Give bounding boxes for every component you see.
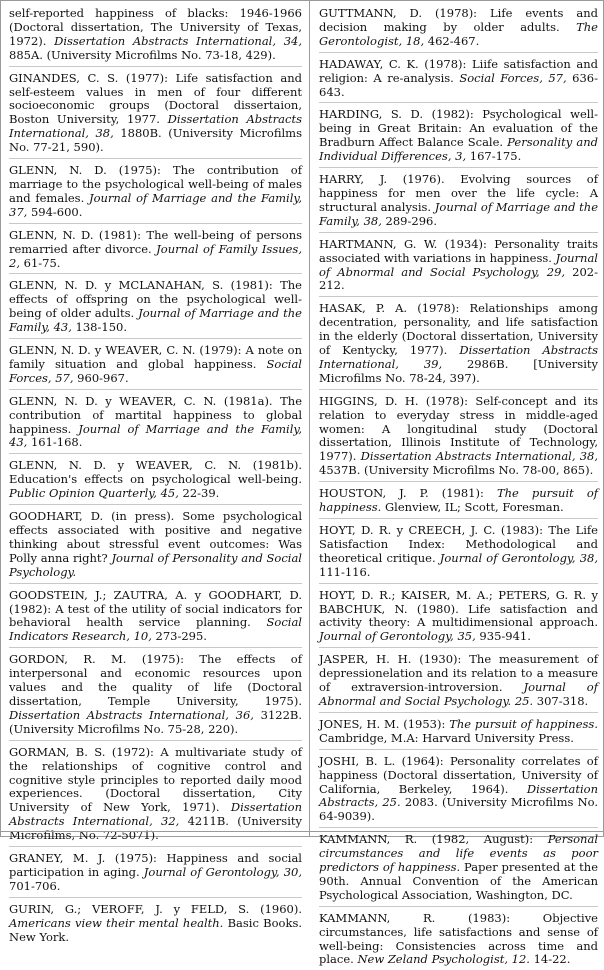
reference-pages: 202-212. [319, 264, 598, 293]
reference-pages: Paper presented at the 90th. Annual Convention of the American Psychological Association, Washington, DC. [319, 860, 598, 902]
reference-pages: Glenview, IL; Scott, Foresman. [381, 500, 564, 515]
reference-source: The pursuit of happiness. [449, 716, 598, 731]
reference-text: HADAWAY, C. K. (1978): Liife satisfaction and religion: A re-analysis. [319, 56, 598, 85]
reference-entry [9, 344, 302, 389]
reference-separator [319, 827, 598, 828]
reference-entry [9, 459, 302, 504]
reference-separator [9, 66, 302, 67]
reference-pages: 462-467. [424, 33, 480, 48]
reference-source: Personality and Individual Differences, 3, [319, 135, 598, 164]
reference-pages: 885A. (University Microfilms No. 73-18, 429). [9, 47, 276, 62]
reference-separator [9, 223, 302, 224]
reference-separator [319, 712, 598, 713]
reference-separator [319, 583, 598, 584]
reference-entry [319, 302, 598, 388]
reference-entry [319, 487, 598, 518]
right-reference-column [319, 7, 598, 970]
reference-text: GINANDES, C. S. (1977): Life satisfaction and self-esteem values in men of four different socioeconomic groups (Doctoral dissertaion, Boston University, 1977. [9, 70, 302, 127]
column-divider [309, 1, 310, 836]
reference-separator [9, 453, 302, 454]
reference-source: Dissertation Abstracts International, 38, [360, 449, 598, 464]
reference-separator [319, 296, 598, 297]
reference-separator [9, 740, 302, 741]
reference-pages: 61-75. [19, 255, 61, 270]
reference-text: GLENN, N. D. y WEAVER, C. N. (1981a). The contribution of martital happiness to global happiness. [9, 393, 302, 436]
reference-pages: 1880B. (University Microfilms No. 77-21, 590). [9, 126, 302, 155]
reference-text: GUTTMANN, D. (1978): Life events and decision making by older adults. [319, 6, 598, 34]
reference-entry [9, 589, 302, 648]
reference-source: Journal of Gerontology, 35, [319, 629, 476, 644]
reference-text: GLENN, N. D. (1975): The contribution of marriage to the psychological well-being of males and females. [9, 163, 302, 205]
reference-source: Social Forces, 57, [9, 356, 302, 385]
reference-pages: 4211B. (University Microfilms, No. 72-5071). [9, 814, 302, 843]
reference-pages: 935-941. [475, 629, 531, 644]
reference-separator [9, 273, 302, 274]
reference-source: Social Forces, 57, [459, 70, 567, 85]
reference-entry [319, 238, 598, 297]
reference-separator [9, 158, 302, 159]
reference-text: GLENN, N. D. y MCLANAHAN, S. (1981): The effects of offspring on the psychological well-being of older adults. [9, 278, 302, 321]
reference-source: Americans view their mental health. [9, 915, 224, 930]
reference-separator [9, 504, 302, 505]
reference-entry [9, 510, 302, 583]
reference-entry [319, 653, 598, 712]
reference-source: Dissertation Abstracts International, 32, [9, 800, 302, 829]
reference-pages: 701-706. [9, 878, 61, 893]
reference-separator [319, 518, 598, 519]
reference-source: Journal of Gerontology, 38, [439, 550, 598, 565]
reference-text: JASPER, H. H. (1930): The measurement of depressionelation and its relation to a measure of extraversion-introversion. [319, 652, 598, 695]
reference-source: Journal of Personality and Social Psychology. [9, 550, 302, 579]
reference-separator [9, 846, 302, 847]
reference-separator [319, 749, 598, 750]
reference-pages: 111-116. [319, 564, 371, 579]
reference-pages: 960-967. [73, 370, 129, 385]
reference-separator [9, 389, 302, 390]
reference-text: JOSHI, B. L. (1964): Personality correlates of happiness (Doctoral dissertation, University of California, Berkeley, 1964). [319, 753, 598, 796]
reference-source: Dissertation Abstracts International, 38, [9, 112, 302, 141]
reference-source: Personal circumstances and life events as poor predictors of happiness. [319, 832, 598, 875]
reference-entry [319, 912, 598, 970]
reference-separator [319, 102, 598, 103]
reference-separator [319, 52, 598, 53]
bottom-rule [1, 831, 603, 832]
reference-text: HOYT, D. R. y CREECH, J. C. (1983): The Life Satisfaction Index: Methodological and theoretical critique. [319, 523, 598, 565]
reference-separator [9, 647, 302, 648]
reference-separator [319, 906, 598, 907]
reference-entry [319, 7, 598, 52]
reference-separator [319, 647, 598, 648]
reference-text: KAMMANN, R. (1983): Objective circumstances, life satisfactions and sense of well-being: Consistencies across time and place. [319, 910, 598, 967]
reference-text: GORDON, R. M. (1975): The effects of interpersonal and economic resources upon values and the quality of life (Doctoral dissertation, Temple University, 1975). [9, 652, 302, 708]
reference-source: The pursuit of happiness. [319, 486, 599, 515]
reference-entry [9, 164, 302, 223]
reference-entry [9, 852, 302, 897]
reference-pages: 4537B. (University Microfilms No. 78-00, 865). [319, 463, 594, 478]
reference-entry [319, 718, 598, 749]
reference-separator [319, 232, 598, 233]
reference-source: Journal of Abnormal and Social Psychology. 25. [319, 680, 598, 708]
reference-entry [319, 58, 598, 103]
reference-pages: 138-150. [71, 320, 127, 335]
reference-source: New Zeland Psychologist, 12. [357, 952, 530, 967]
reference-text: HARDING, S. D. (1982): Psychological well-being in Great Britain: An evaluation of the Bradburn Affect Balance Scale. [319, 107, 598, 150]
reference-entry [319, 833, 598, 906]
reference-separator [319, 481, 598, 482]
reference-separator [319, 389, 598, 390]
reference-text: JONES, H. M. (1953): [319, 716, 450, 731]
reference-separator [9, 897, 302, 898]
reference-pages: 636-643. [319, 70, 598, 99]
reference-pages: 2083. (University Microfilms No. 64-9039). [319, 795, 599, 824]
reference-entry [319, 524, 598, 583]
reference-pages: 161-168. [27, 435, 83, 450]
reference-text: HIGGINS, D. H. (1978): Self-concept and its relation to everyday stress in middle-aged women: A longitudinal study (Doctoral dissertation, Illinois Institute of Technology, 1977). [319, 393, 598, 464]
reference-separator [9, 583, 302, 584]
reference-text: GOODHART, D. (in press). Some psychological effects associated with positive and negative thinking about stressful event outcomes: Was Polly anna right? [9, 509, 302, 565]
reference-source: The Gerontologist, 18, [319, 19, 598, 48]
reference-source: Journal of Marriage and the Family, 37, [9, 190, 302, 219]
reference-entry [9, 653, 302, 739]
reference-source: Public Opinion Quarterly, 45, [9, 486, 179, 501]
reference-source: Dissertation Abstracts International, 39, [319, 343, 598, 371]
reference-text: GRANEY, M. J. (1975): Happiness and social participation in aging. [9, 851, 302, 879]
reference-pages: 594-600. [27, 204, 83, 219]
reference-text: GLENN, N. D. y WEAVER, C. N. (1981b). Education's effects on psychological well-being. [9, 458, 302, 487]
reference-source: Dissertation Abstracts International, 36, [9, 707, 254, 722]
reference-source: Dissertation Abstracts International, 34, [54, 33, 302, 48]
left-reference-column [9, 7, 302, 947]
reference-source: Journal of Marriage and the Family, 43, [9, 306, 302, 335]
reference-entry [9, 903, 302, 948]
reference-pages: 2986B. [University Microfilms No. 78-24, 397). [319, 356, 598, 385]
reference-pages: 22-39. [178, 486, 220, 501]
reference-entry [9, 279, 302, 338]
reference-text: HOUSTON, J. P. (1981): [319, 486, 497, 501]
reference-source: Social Indicators Research, 10, [9, 615, 302, 644]
reference-source: Dissertation Abstracts, 25. [319, 781, 598, 810]
reference-text: HASAK, P. A. (1978): Relationships among decentration, personality, and life satisfaction in the elderly (Doctoral dissertation, University of Kentycky, 1977). [319, 301, 598, 358]
reference-separator [319, 167, 598, 168]
reference-text: GORMAN, B. S. (1972): A multivariate study of the relationships of cognitive control and cognitive style principles to reported daily mood experiences. (Doctoral dissertation, City University of New York, 1971). [9, 744, 302, 815]
reference-text: HOYT, D. R.; KAISER, M. A.; PETERS, G. R. y BABCHUK, N. (1980). Life satisfaction and activity theory: A multidimensional approach. [319, 587, 598, 630]
reference-separator [9, 338, 302, 339]
reference-text: GLENN, N. D. y WEAVER, C. N. (1979): A note on family situation and global happiness. [9, 343, 302, 371]
reference-pages: 273-295. [151, 629, 207, 644]
reference-text: self-reported happiness of blacks: 1946-1966 (Doctoral dissertation, The University of Texas, 1972). [9, 6, 302, 48]
reference-entry [319, 395, 598, 481]
reference-entry [9, 229, 302, 274]
reference-entry [319, 173, 598, 232]
reference-text: KAMMANN, R. (1982, August): [319, 832, 548, 847]
reference-pages: 167-175. [466, 149, 522, 164]
reference-text: GOODSTEIN, J.; ZAUTRA, A. y GOODHART, D. (1982): A test of the utility of social indicators for behavioral health service planning. [9, 587, 302, 630]
reference-source: Journal of Marriage and the Family, 38, [319, 199, 599, 228]
reference-source: Journal of Family Issues, 2, [9, 241, 302, 270]
reference-pages: 289-296. [381, 213, 437, 228]
reference-text: GLENN, N. D. (1981): The well-being of persons remarried after divorce. [9, 227, 302, 256]
reference-entry [9, 7, 302, 66]
reference-text: HARTMANN, G. W. (1934): Personality traits associated with variations in happiness. [319, 236, 598, 265]
reference-text: HARRY, J. (1976). Evolving sources of happiness for men over the life cycle: A structural analysis. [319, 172, 598, 214]
reference-entry [9, 395, 302, 454]
reference-entry [319, 755, 598, 828]
reference-source: Journal of Marriage and the Family, 43, [9, 421, 302, 450]
reference-pages: 3122B. (University Microfilms No. 75-28, 220). [9, 707, 302, 736]
reference-source: Journal of Gerontology, 30, [143, 864, 302, 879]
reference-pages: Basic Books. New York. [9, 915, 302, 944]
reference-pages: Cambridge, M.A: Harvard University Press. [319, 730, 574, 745]
reference-entry [9, 72, 302, 158]
reference-pages: 307-318. [533, 693, 589, 708]
reference-source: Journal of Abnormal and Social Psychology, 29, [319, 250, 598, 279]
reference-entry [319, 108, 598, 167]
reference-pages: 14-22. [529, 952, 571, 967]
reference-entry [319, 589, 598, 648]
reference-text: GURIN, G.; VEROFF, J. y FELD, S. (1960). [9, 901, 302, 916]
